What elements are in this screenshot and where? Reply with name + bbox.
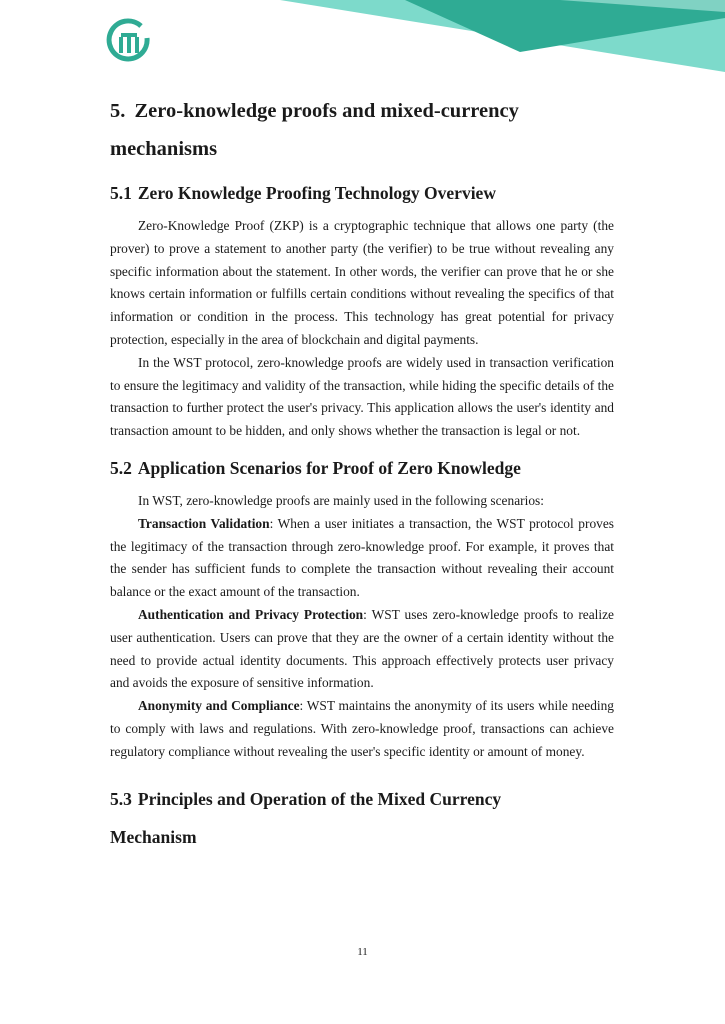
item-term: Anonymity and Compliance <box>138 698 300 714</box>
section-5-2-heading: 5.2 Application Scenarios for Proof of Zero Knowledge <box>110 457 521 478</box>
gtc-circle-logo-icon <box>106 18 152 64</box>
paragraph: In the WST protocol, zero-knowledge proofs are widely used in transaction verification to ensure the legitimacy and validity of the transaction, while hiding the specific details of the transaction to further protect the user's privacy. This application allows the user's identity and transaction amount to be hidden, and only shows whether the transaction is legal or not. <box>110 354 614 439</box>
item-term: Transaction Validation <box>138 515 270 531</box>
paragraph: Zero-Knowledge Proof (ZKP) is a cryptographic technique that allows one party (the prover) to prove a statement to another party (the verifier) to be true without revealing any specific information about the statement. In other words, the verifier can prove that he or she knows certain information or fulfills certain conditions without revealing the specifics of that information or condition in the process. This technology has great potential for privacy protection, especially in the area of blockchain and digital payments. <box>110 218 614 347</box>
section-5-1-heading: 5.1 Zero Knowledge Proofing Technology Overview <box>110 183 496 203</box>
section-5-3-heading: 5.3 Principles and Operation of the Mixed Currency Mechanism <box>110 788 502 847</box>
document-body <box>110 92 614 856</box>
list-item: Authentication and Privacy Protection: WST uses zero-knowledge proofs to realize user authentication. Users can prove that they are the owner of a certain identity without the need to provide actual identity documents. This approach effectively protects user privacy and avoids the exposure of sensitive information. <box>110 606 614 691</box>
list-item: Transaction Validation: When a user initiates a transaction, the WST protocol proves the legitimacy of the transaction through zero-knowledge proof. For example, it proves that the sender has sufficient funds to complete the transaction without revealing their account balance or the exact amount of the transaction. <box>110 515 614 600</box>
list-item: Anonymity and Compliance: WST maintains the anonymity of its users while needing to comply with laws and regulations. With zero-knowledge proof, transactions can achieve regulatory compliance without revealing the user's specific identity or amount of money. <box>110 698 614 759</box>
section-5-heading: 5. Zero-knowledge proofs and mixed-currency mechanisms <box>110 100 519 160</box>
item-term: Authentication and Privacy Protection <box>138 606 364 622</box>
paragraph: In WST, zero-knowledge proofs are mainly used in the following scenarios: <box>138 492 544 508</box>
page-number: 11 <box>357 946 368 958</box>
